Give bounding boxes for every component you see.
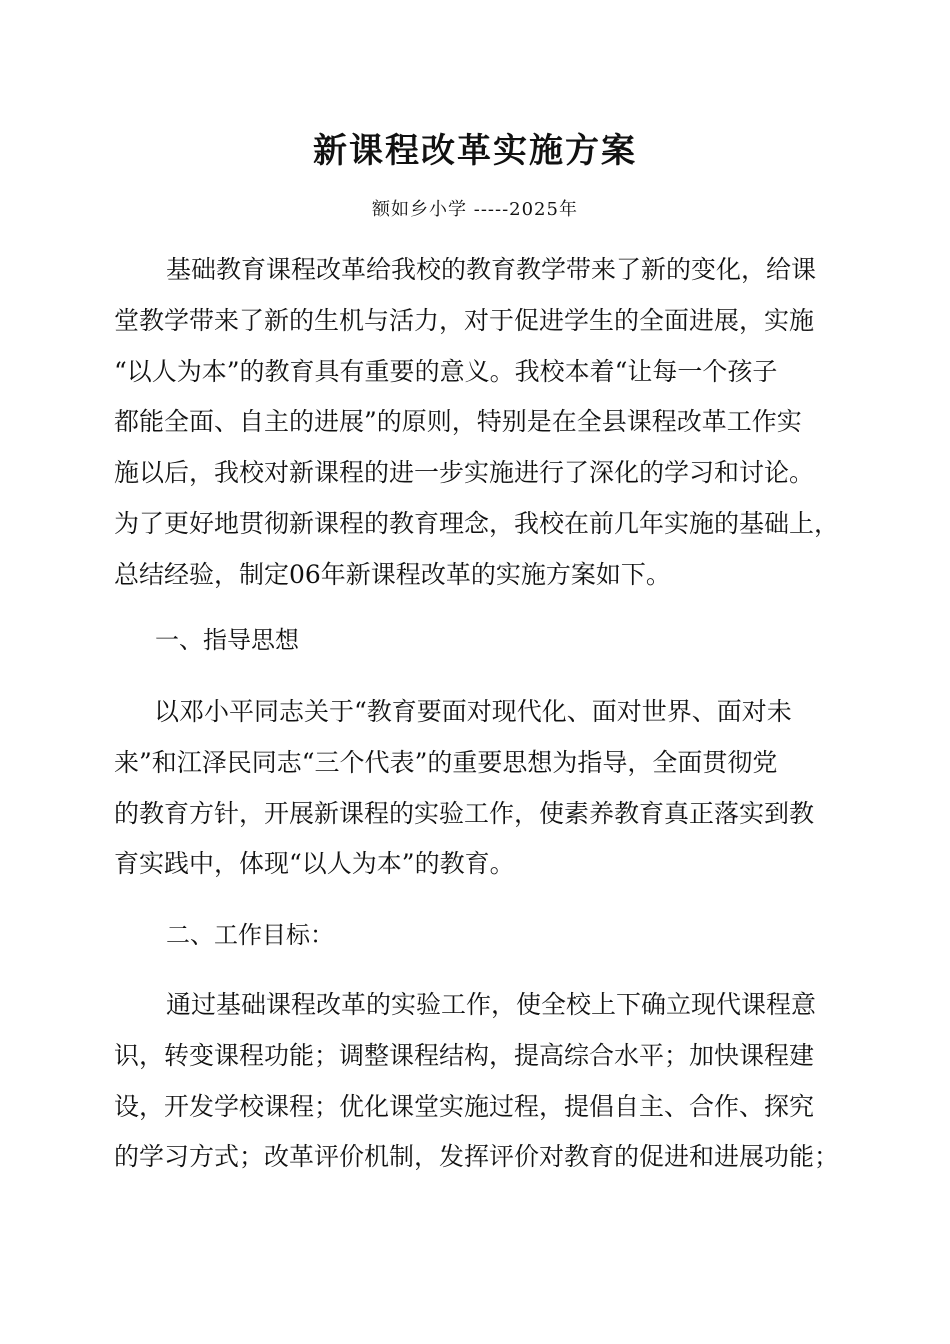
paragraph-line: 通过基础课程改革的实验工作，使全校上下确立现代课程意: [166, 990, 817, 1019]
paragraph-line: 以邓小平同志关于“教育要面对现代化、面对世界、面对未: [154, 697, 792, 726]
paragraph-line: 都能全面、自主的进展”的原则，特别是在全县课程改革工作实: [114, 407, 802, 437]
paragraph-line: 的教育方针，开展新课程的实验工作，使素养教育真正落实到教: [114, 798, 815, 828]
section1-paragraph: [114, 687, 832, 890]
paragraph-line: 的学习方式；改革评价机制，发挥评价对教育的促进和进展功能；: [114, 1142, 840, 1172]
paragraph-line: 堂教学带来了新的生机与活力，对于促进学生的全面进展，实施: [114, 305, 815, 335]
intro-paragraph: [114, 245, 840, 601]
section-heading-guiding-ideology: 一、指导思想: [155, 626, 299, 654]
section-heading-work-goals: 二、工作目标：: [166, 921, 334, 949]
paragraph-line: “以人为本”的教育具有重要的意义。我校本着“让每一个孩子: [114, 356, 778, 386]
paragraph-line: 来”和江泽民同志“三个代表”的重要思想为指导，全面贯彻党: [114, 747, 778, 777]
paragraph-line: 施以后，我校对新课程的进一步实施进行了深化的学习和讨论。: [114, 458, 815, 488]
paragraph-line: 育实践中，体现“以人为本”的教育。: [114, 849, 515, 879]
section2-paragraph: [114, 980, 840, 1183]
document-title: 新课程改革实施方案: [313, 131, 637, 171]
document-subtitle: 额如乡小学 -----2025年: [372, 199, 578, 220]
paragraph-line: 基础教育课程改革给我校的教育教学带来了新的变化，给课: [166, 255, 817, 284]
paragraph-line: 为了更好地贯彻新课程的教育理念，我校在前几年实施的基础上，: [114, 508, 840, 538]
paragraph-line: 识，转变课程功能；调整课程结构，提高综合水平；加快课程建: [114, 1040, 815, 1070]
paragraph-line: 设，开发学校课程；优化课堂实施过程，提倡自主、合作、探究: [114, 1091, 815, 1121]
paragraph-line: 总结经验，制定06年新课程改革的实施方案如下。: [114, 559, 671, 589]
